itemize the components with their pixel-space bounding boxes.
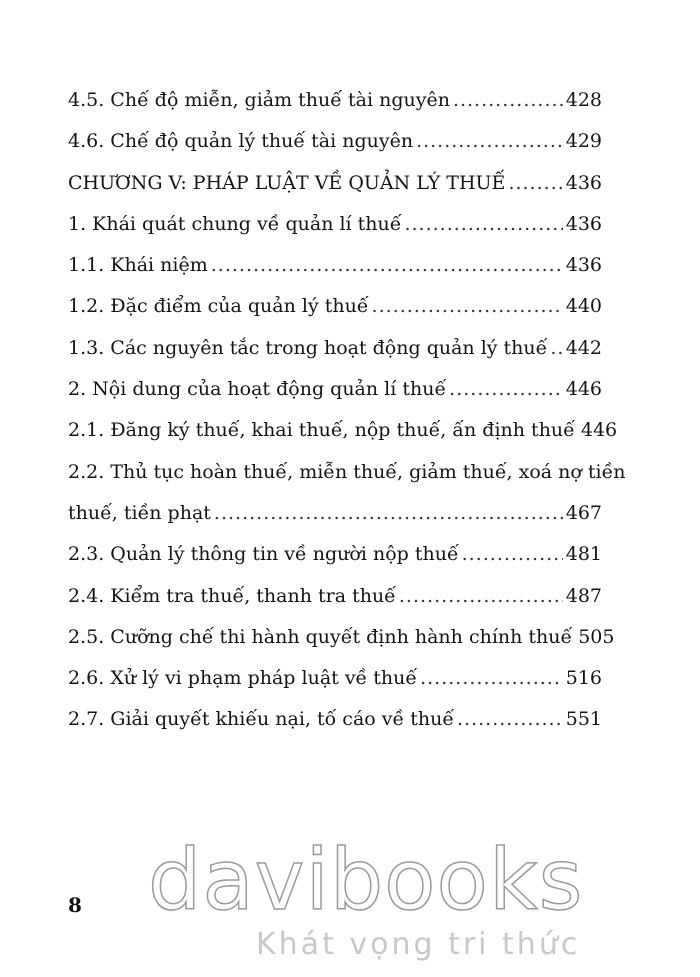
dot-leader — [457, 699, 563, 740]
toc-entry-page: 440 — [565, 295, 602, 318]
toc-entry-title: 4.6. Chế độ quản lý thuế tài nguyên — [68, 130, 414, 153]
toc-entry-title: 4.5. Chế độ miễn, giảm thuế tài nguyên — [68, 89, 450, 111]
dot-leader — [211, 245, 563, 286]
toc-entry-title: 1.3. Các nguyên tắc trong hoạt động quản lý thuế — [68, 336, 548, 359]
toc-entry — [68, 699, 602, 740]
toc-entry-page: 436 — [565, 212, 602, 235]
dot-leader — [372, 286, 563, 327]
page-number: 8 — [68, 893, 82, 917]
toc-chapter-heading — [68, 163, 602, 204]
toc-entry-title: 2.3. Quản lý thông tin về người nộp thuế — [68, 543, 459, 566]
toc-entry-page: 481 — [565, 543, 602, 566]
toc-entry — [68, 245, 602, 286]
toc-entry-page: 487 — [565, 584, 602, 607]
toc-entry — [68, 658, 602, 699]
toc-entry-page: 428 — [565, 89, 602, 111]
toc-entry — [68, 617, 615, 658]
toc-entry-title: CHƯƠNG V: PHÁP LUẬT VỀ QUẢN LÝ THUẾ — [68, 171, 506, 194]
dot-leader — [508, 163, 562, 204]
toc-entry-title-continuation: thuế, tiền phạt — [68, 501, 211, 524]
toc-entry-title: 2.5. Cưỡng chế thi hành quyết định hành chính thuế — [68, 625, 573, 648]
toc-entry-title: 2.4. Kiểm tra thuế, thanh tra thuế — [68, 584, 396, 607]
toc-entry — [68, 286, 602, 327]
toc-entry-page: 436 — [565, 171, 602, 194]
toc-entry — [68, 534, 602, 575]
toc-entry — [68, 80, 602, 121]
toc-entry-first-line — [68, 452, 626, 493]
dot-leader — [214, 493, 563, 534]
toc-entry-title: 1.1. Khái niệm — [68, 254, 208, 277]
toc-entry-title: 1.2. Đặc điểm của quản lý thuế — [68, 295, 369, 318]
dot-leader — [404, 204, 562, 245]
toc-entry-page: 429 — [565, 130, 602, 153]
toc-entry — [68, 410, 618, 451]
toc-entry-page: 467 — [565, 501, 602, 524]
dot-leader — [420, 658, 563, 699]
toc-entry — [68, 328, 602, 369]
watermark-slogan: Khát vọng tri thức — [256, 927, 581, 962]
toc-entry-page: 446 — [580, 419, 618, 442]
toc-entry-title: 2.7. Giải quyết khiếu nại, tố cáo về thuế — [68, 708, 455, 731]
dot-leader — [449, 369, 563, 410]
dot-leader — [550, 328, 562, 369]
toc-entry-page: 516 — [565, 667, 602, 690]
toc-entry — [68, 369, 602, 410]
toc-entry-page: 442 — [565, 336, 602, 359]
toc-entry — [68, 121, 602, 162]
dot-leader — [416, 121, 563, 162]
toc-entry-title: 2.6. Xử lý vi phạm pháp luật về thuế — [68, 667, 418, 690]
dot-leader — [399, 576, 563, 617]
watermark-brand: davibooks — [148, 831, 584, 929]
dot-leader — [462, 534, 563, 575]
toc-entry — [68, 576, 602, 617]
toc-entry-page: 436 — [565, 254, 602, 277]
toc-entry — [68, 204, 602, 245]
toc-entry-title: 2. Nội dung của hoạt động quản lí thuế — [68, 378, 447, 401]
toc-entry-title: 2.1. Đăng ký thuế, khai thuế, nộp thuế, ấn định thuế — [68, 419, 575, 442]
toc-entry-title: 1. Khái quát chung về quản lí thuế — [68, 212, 402, 235]
dot-leader — [453, 80, 563, 121]
toc-entry-page: 551 — [565, 708, 602, 731]
toc-entry-continuation — [68, 493, 602, 534]
toc-entry-title: 2.2. Thủ tục hoàn thuế, miễn thuế, giảm thuế, xoá nợ tiền — [68, 460, 626, 483]
toc-entry-page: 505 — [578, 625, 615, 648]
toc-entry-page: 446 — [565, 378, 602, 401]
table-of-contents — [68, 80, 626, 741]
